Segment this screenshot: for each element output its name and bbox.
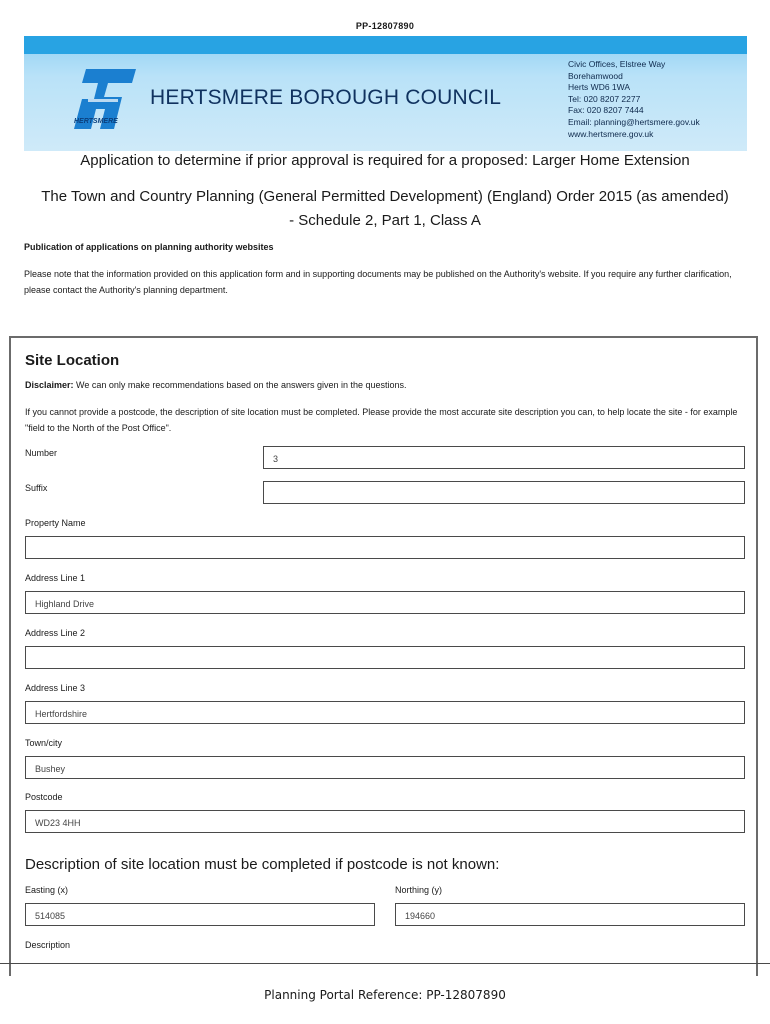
suffix-field[interactable] [263,481,745,504]
property-name-field[interactable] [25,536,745,559]
address-line-3-field[interactable]: Hertfordshire [25,701,745,724]
disclaimer-label: Disclaimer: [25,380,74,390]
property-name-label: Property Name [25,518,86,528]
publication-text: Please note that the information provided on this application form and in supporting documents may be published on the Authority's website. If you require any further clarification, please contact the Authority's planning department. [24,269,732,295]
address-line: Herts WD6 1WA [568,82,631,93]
application-title: Application to determine if prior approval is required for a proposed: Larger Home Extension [80,152,690,169]
footer-reference: Planning Portal Reference: PP-12807890 [264,988,506,1002]
northing-field[interactable]: 194660 [395,903,745,926]
logo-caption: HERTSMERE [74,118,118,125]
address-line: Civic Offices, Elstree Way [568,59,666,69]
page-divider [0,963,770,964]
address-line: Borehamwood [568,70,623,81]
address-line: Tel: 020 8207 2277 [568,93,641,104]
council-name: HERTSMERE BOROUGH COUNCIL [150,86,502,109]
description-heading: Description of site location must be completed if postcode is not known: [25,856,500,873]
address-line-3-label: Address Line 3 [25,683,86,693]
address-line-2-label: Address Line 2 [25,628,86,638]
publication-heading: Publication of applications on planning authority websites [24,242,274,252]
document-reference: PP-12807890 [355,21,415,31]
address-line-1-label: Address Line 1 [25,573,86,583]
description-label: Description [25,940,71,950]
postcode-note: If you cannot provide a postcode, the description of site location must be completed. Please provide the most accurate site description you can, to help locate the site - for example "field to the North of the Post Office". [25,407,738,433]
council-address [568,59,700,140]
site-location-heading: Site Location [25,352,120,369]
disclaimer [25,380,407,390]
council-banner [24,36,747,151]
number-field[interactable]: 3 [263,446,745,469]
easting-label: Easting (x) [25,885,69,895]
address-line: Fax: 020 8207 7444 [568,105,644,116]
town-city-field[interactable]: Bushey [25,756,745,779]
address-line-2-field[interactable] [25,646,745,669]
town-city-label: Town/city [25,738,63,748]
address-line[interactable]: www.hertsmere.gov.uk [568,128,654,139]
order-title: The Town and Country Planning (General Permitted Development) (England) Order 2015 (as amended) - Schedule 2, Part 1, Class A [41,188,729,229]
suffix-label: Suffix [25,483,48,493]
postcode-label: Postcode [25,792,63,802]
disclaimer-text: We can only make recommendations based on the answers given in the questions. [73,380,407,390]
postcode-field[interactable]: WD23 4HH [25,810,745,833]
address-line-1-field[interactable]: Highland Drive [25,591,745,614]
easting-field[interactable]: 514085 [25,903,375,926]
northing-label: Northing (y) [395,885,443,895]
address-line[interactable]: Email: planning@hertsmere.gov.uk [568,116,700,127]
banner-top-bar [24,36,747,54]
number-label: Number [25,448,58,458]
